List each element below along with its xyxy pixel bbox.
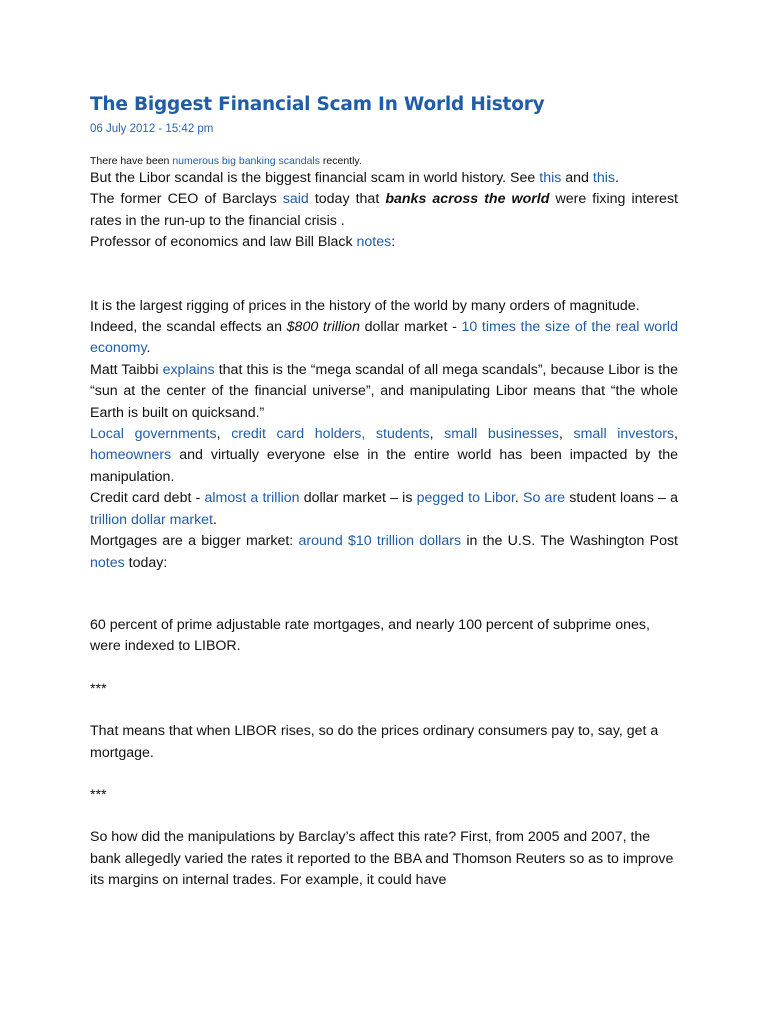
link-credit-card-holders[interactable]: credit card holders,: [231, 426, 366, 443]
paragraph-credit-card-debt: [90, 488, 678, 531]
paragraph-taibbi: [90, 360, 678, 424]
text: Credit card debt -: [90, 490, 205, 507]
separator: ***: [90, 680, 107, 697]
quote-manipulations: So how did the manipulations by Barclay’s affect this rate? First, from 2005 and 2007, the bank allegedly varied the rates it reported to the BBA and Thomson Reuters so as to improve its margins on internal trades. For example, it could have: [90, 829, 674, 889]
paragraph-mortgages: [90, 531, 678, 574]
text: in the U.S. The Washington Post: [461, 533, 679, 550]
link-notes-2[interactable]: notes: [90, 554, 125, 571]
paragraph-800-trillion: [90, 317, 678, 360]
spacer: [90, 254, 678, 296]
link-students[interactable]: students: [375, 426, 430, 443]
link-so-are[interactable]: So are: [523, 490, 566, 507]
text: .: [614, 170, 619, 186]
text: [365, 426, 376, 442]
paragraph-libor: [90, 168, 678, 189]
text: and virtually everyone else in the entire world has been impacted by the manipulation.: [90, 447, 678, 485]
text: today:: [124, 554, 168, 571]
article-date: 06 July 2012 - 15:42 pm: [90, 123, 214, 135]
text: Matt Taibbi: [90, 361, 163, 378]
link-local-governments[interactable]: Local governments: [90, 426, 217, 443]
text: ,: [674, 426, 678, 443]
paragraph-impacted: [90, 424, 678, 488]
link-almost-a-trillion[interactable]: almost a trillion: [204, 490, 300, 507]
text: Indeed, the scandal effects an: [90, 319, 287, 336]
paragraph-barclays: [90, 189, 678, 232]
text: .: [213, 511, 217, 528]
link-this-2[interactable]: this: [592, 170, 615, 186]
link-small-investors[interactable]: small investors: [573, 426, 675, 443]
separator: ***: [90, 786, 107, 803]
text: student loans – a: [565, 490, 678, 507]
text: today that: [308, 191, 386, 208]
text: ,: [558, 426, 574, 443]
paragraph-bill-black: [90, 232, 678, 253]
link-explains[interactable]: explains: [162, 361, 215, 378]
spacer: [90, 574, 678, 615]
text: ,: [216, 426, 232, 443]
quote-libor-rises: That means that when LIBOR rises, so do the prices ordinary consumers pay to, say, get a mortgage.: [90, 723, 659, 761]
text: dollar market – is: [299, 490, 417, 507]
text: Professor of economics and law Bill Black: [90, 234, 357, 251]
emphasis-800-trillion: $800 trillion: [286, 319, 360, 336]
link-10-trillion[interactable]: around $10 trillion dollars: [298, 533, 462, 550]
link-said[interactable]: said: [282, 191, 309, 208]
article: [90, 92, 678, 892]
link-trillion-dollar-market[interactable]: trillion dollar market: [90, 511, 213, 528]
text: Mortgages are a bigger market:: [90, 533, 299, 550]
quote-adjustable-rate: 60 percent of prime adjustable rate mortgages, and nearly 100 percent of subprime ones, were indexed to LIBOR.: [90, 616, 650, 655]
link-notes-1[interactable]: notes: [356, 234, 392, 251]
text: ,: [429, 426, 445, 443]
link-pegged-to-libor[interactable]: pegged to Libor: [416, 490, 515, 507]
spacer: [90, 806, 678, 827]
spacer: [90, 658, 678, 679]
article-title: The Biggest Financial Scam In World History: [90, 94, 545, 115]
text: :: [391, 234, 396, 251]
text: dollar market -: [359, 319, 462, 336]
text: and: [561, 170, 593, 186]
link-this-1[interactable]: this: [539, 170, 562, 186]
emphasis-banks: banks across the world: [385, 191, 550, 208]
intro-paragraph: [90, 154, 678, 168]
text: that this is the “mega scandal of all mega scandals”, because Libor is the “sun at the center of the financial universe”, and manipulating Libor means that “the whole Earth is built on quicksand.”: [90, 361, 678, 421]
text: .: [514, 490, 524, 507]
intro-tail: recently.: [320, 155, 362, 167]
text: But the Libor scandal is the biggest financial scam in world history. See: [90, 170, 540, 186]
link-10-times[interactable]: 10 times the size of the real world economy: [90, 319, 678, 357]
quote-rigging: It is the largest rigging of prices in the history of the world by many orders of magnitude.: [90, 297, 640, 314]
text: The former CEO of Barclays: [90, 191, 283, 208]
text: were fixing interest rates in the run-up to the financial crisis .: [90, 191, 678, 229]
text: .: [146, 340, 151, 357]
spacer: [90, 764, 678, 785]
spacer: [90, 700, 678, 721]
intro-text: There have been: [90, 155, 173, 167]
link-homeowners[interactable]: homeowners: [90, 447, 172, 464]
link-small-businesses[interactable]: small businesses: [444, 426, 559, 443]
link-banking-scandals[interactable]: numerous big banking scandals: [172, 155, 320, 167]
